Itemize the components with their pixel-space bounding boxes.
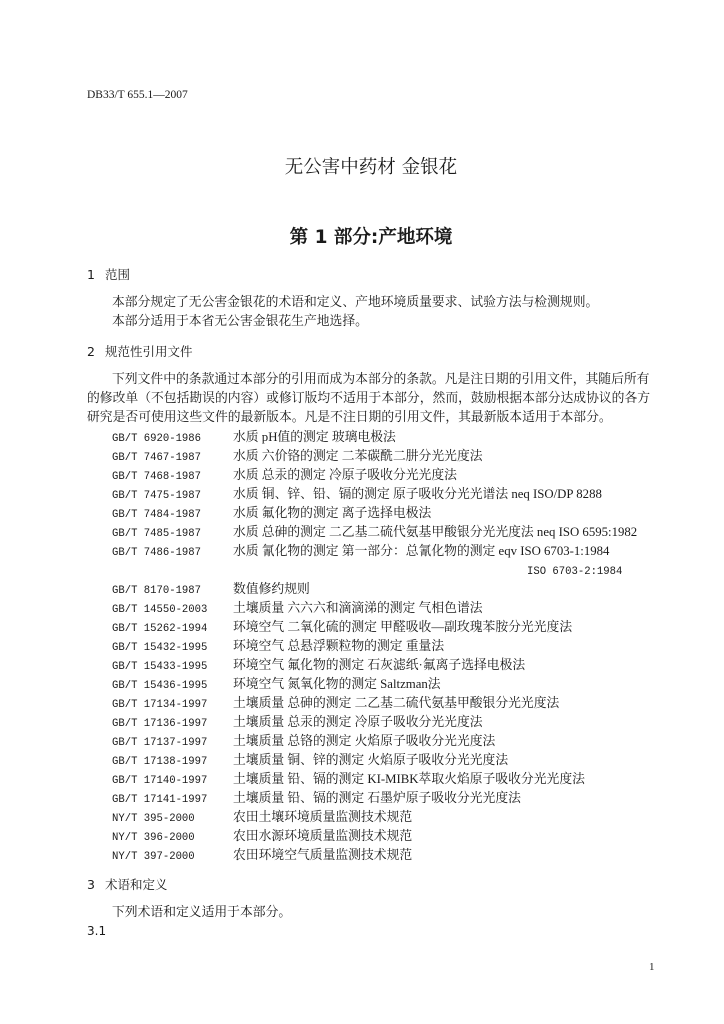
- reference-title: 农田水源环境质量监测技术规范: [233, 829, 413, 843]
- reference-title: 农田环境空气质量监测技术规范: [233, 848, 413, 862]
- reference-title: 水质 总砷的测定 二乙基二硫代氨基甲酸银分光光度法 neq ISO 6595:1982: [233, 525, 638, 539]
- paragraph: 本部分规定了无公害金银花的术语和定义、产地环境质量要求、试验方法与检测规则。: [112, 295, 599, 309]
- reference-item: [87, 636, 687, 655]
- reference-title: 环境空气 总悬浮颗粒物的测定 重量法: [233, 639, 445, 653]
- section-number: 3: [87, 877, 95, 892]
- reference-title: 土壤质量 铜、锌的测定 火焰原子吸收分光光度法: [233, 753, 509, 767]
- reference-title: 环境空气 二氧化硫的测定 甲醛吸收—副玫瑰苯胺分光光度法: [233, 620, 573, 634]
- section-title: 术语和定义: [105, 877, 168, 892]
- reference-continuation-text: ISO 6703-2:1984: [527, 566, 623, 578]
- section-number: 1: [87, 267, 95, 282]
- reference-title: 数值修约规则: [233, 582, 310, 596]
- reference-code: GB/T 7484-1987: [112, 509, 202, 521]
- reference-title: 土壤质量 六六六和滴滴涕的测定 气相色谱法: [233, 601, 483, 615]
- reference-item: [87, 541, 687, 560]
- reference-title: 水质 pH值的测定 玻璃电极法: [233, 430, 396, 444]
- reference-code: GB/T 7467-1987: [112, 452, 202, 464]
- reference-code: GB/T 6920-1986: [112, 433, 202, 445]
- reference-item: [87, 427, 687, 446]
- reference-title: 水质 六价铬的测定 二苯碳酰二肼分光光度法: [233, 449, 483, 463]
- reference-title: 水质 铜、锌、铅、镉的测定 原子吸收分光光谱法 neq ISO/DP 8288: [233, 487, 602, 501]
- document-body: [87, 265, 687, 941]
- document-subtitle: 第 1 部分:产地环境: [289, 227, 453, 248]
- reference-item: [87, 750, 687, 769]
- reference-code: GB/T 17134-1997: [112, 699, 208, 711]
- reference-code: GB/T 14550-2003: [112, 604, 208, 616]
- paragraph: 下列术语和定义适用于本部分。: [112, 905, 292, 919]
- reference-title: 土壤质量 总汞的测定 冷原子吸收分光光度法: [233, 715, 483, 729]
- reference-title: 农田土壤环境质量监测技术规范: [233, 810, 413, 824]
- reference-item: [87, 522, 687, 541]
- reference-item: [87, 655, 687, 674]
- reference-code: GB/T 17141-1997: [112, 794, 208, 806]
- reference-title: 环境空气 氟化物的测定 石灰滤纸·氟离子选择电极法: [233, 658, 526, 672]
- section-number: 2: [87, 344, 95, 359]
- reference-code: GB/T 17138-1997: [112, 756, 208, 768]
- reference-code: GB/T 7475-1987: [112, 490, 202, 502]
- reference-code: NY/T 396-2000: [112, 832, 195, 844]
- section-scope: [87, 265, 687, 331]
- reference-item: [87, 788, 687, 807]
- reference-title: 水质 总汞的测定 冷原子吸收分光光度法: [233, 468, 457, 482]
- reference-item: [87, 712, 687, 731]
- reference-code: GB/T 15262-1994: [112, 623, 208, 635]
- reference-item: [87, 769, 687, 788]
- section-terms-and-definitions: [87, 875, 687, 941]
- paragraph-line: 下列文件中的条款通过本部分的引用而成为本部分的条款。凡是注日期的引用文件，其随后所有: [112, 372, 650, 386]
- reference-code: GB/T 7468-1987: [112, 471, 202, 483]
- reference-title: 土壤质量 铅、镉的测定 石墨炉原子吸收分光光度法: [233, 791, 521, 805]
- reference-item: [87, 503, 687, 522]
- reference-continuation: [87, 560, 687, 579]
- page-number: 1: [649, 961, 655, 973]
- reference-item: [87, 826, 687, 845]
- reference-item: [87, 446, 687, 465]
- reference-title: 水质 氰化物的测定 第一部分：总氰化物的测定 eqv ISO 6703-1:1984: [233, 544, 610, 558]
- reference-code: GB/T 15432-1995: [112, 642, 208, 654]
- reference-code: GB/T 17140-1997: [112, 775, 208, 787]
- section-normative-references: [87, 342, 687, 864]
- reference-item: [87, 731, 687, 750]
- reference-item: [87, 845, 687, 864]
- reference-code: GB/T 15436-1995: [112, 680, 208, 692]
- reference-item: [87, 674, 687, 693]
- reference-code: GB/T 8170-1987: [112, 585, 202, 597]
- document-title: 无公害中药材 金银花: [284, 157, 458, 178]
- reference-code: NY/T 397-2000: [112, 851, 195, 863]
- reference-title: 土壤质量 总铬的测定 火焰原子吸收分光光度法: [233, 734, 496, 748]
- paragraph-line: 的修改单（不包括勘误的内容）或修订版均不适用于本部分，然而，鼓励根据本部分达成协议的各方: [87, 391, 651, 405]
- section-heading: [87, 265, 687, 284]
- reference-title: 土壤质量 总砷的测定 二乙基二硫代氨基甲酸银分光光度法: [233, 696, 560, 710]
- reference-title: 环境空气 氮氧化物的测定 Saltzman法: [233, 677, 441, 691]
- paragraph-line: 研究是否可使用这些文件的最新版本。凡是不注日期的引用文件，其最新版本适用于本部分。: [87, 410, 612, 424]
- reference-code: NY/T 395-2000: [112, 813, 195, 825]
- section-title: 范围: [105, 267, 131, 282]
- reference-item: [87, 484, 687, 503]
- reference-title: 土壤质量 铅、镉的测定 KI-MIBK萃取火焰原子吸收分光光度法: [233, 772, 585, 786]
- reference-item: [87, 693, 687, 712]
- reference-code: GB/T 7486-1987: [112, 547, 202, 559]
- reference-code: GB/T 7485-1987: [112, 528, 202, 540]
- reference-code: GB/T 15433-1995: [112, 661, 208, 673]
- section-heading: [87, 342, 687, 361]
- reference-code: GB/T 17136-1997: [112, 718, 208, 730]
- reference-title: 水质 氟化物的测定 离子选择电极法: [233, 506, 432, 520]
- paragraph: 本部分适用于本省无公害金银花生产地选择。: [112, 314, 368, 328]
- section-title: 规范性引用文件: [105, 344, 193, 359]
- reference-item: [87, 617, 687, 636]
- section-heading: [87, 875, 687, 894]
- standard-code-header: DB33/T 655.1—2007: [87, 89, 188, 101]
- reference-item: [87, 807, 687, 826]
- reference-item: [87, 465, 687, 484]
- reference-code: GB/T 17137-1997: [112, 737, 208, 749]
- reference-list: [87, 427, 687, 864]
- reference-item: [87, 598, 687, 617]
- subclause-number: 3.1: [87, 924, 107, 938]
